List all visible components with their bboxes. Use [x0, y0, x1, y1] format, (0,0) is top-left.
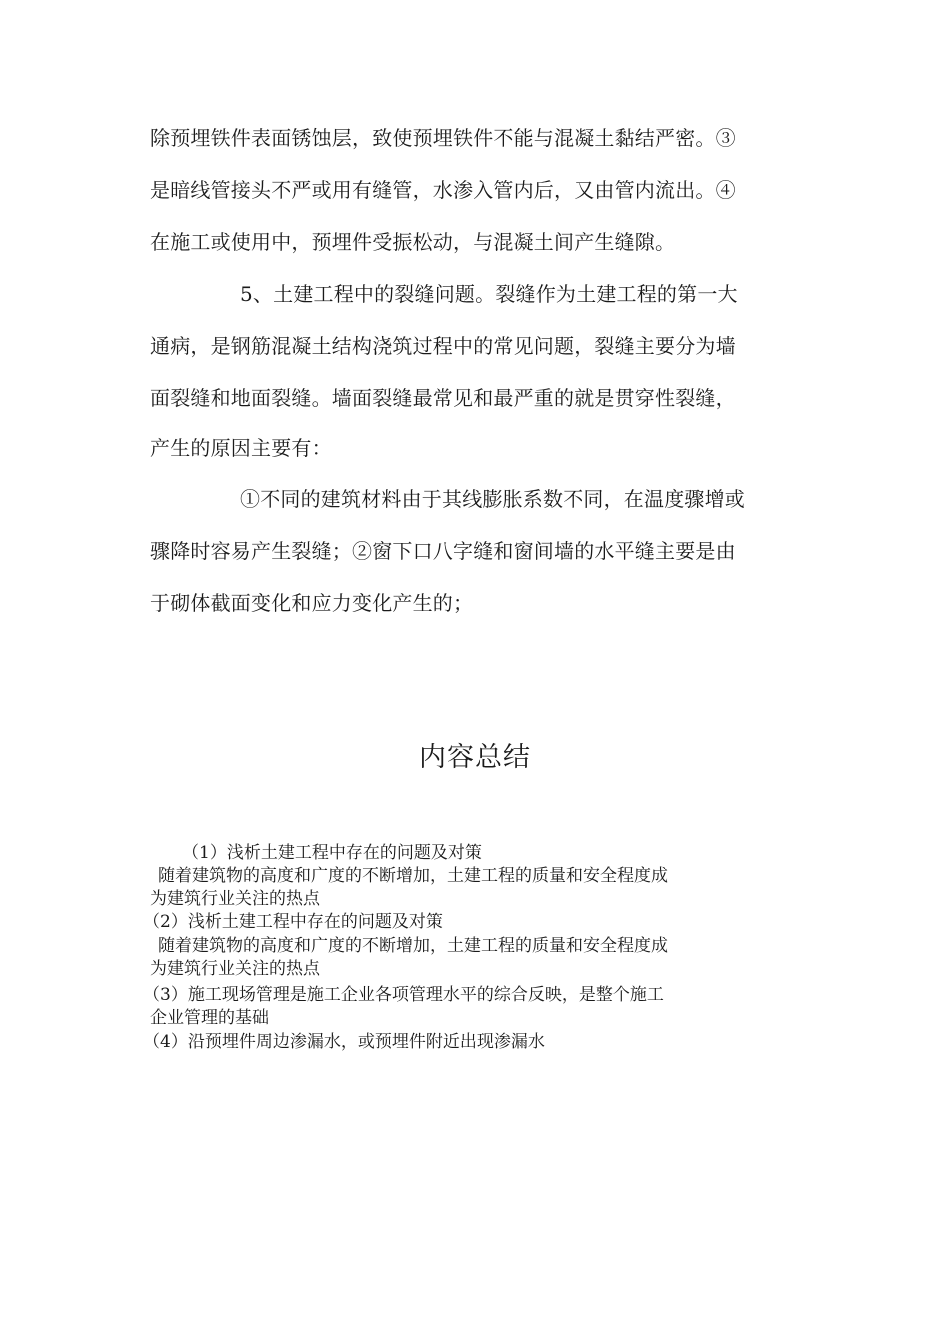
body-text-line: ①不同的建筑材料由于其线膨胀系数不同，在温度骤增或 — [240, 487, 745, 511]
summary-item: 企业管理的基础 — [150, 1008, 269, 1028]
summary-item: 为建筑行业关注的热点 — [150, 889, 320, 909]
body-text-line: 是暗线管接头不严或用有缝管，水渗入管内后，又由管内流出。④ — [150, 178, 736, 202]
section-heading-line: 5、土建工程中的裂缝问题。裂缝作为土建工程的第一大 — [240, 282, 738, 306]
summary-item: （3）施工现场管理是施工企业各项管理水平的综合反映，是整个施工 — [143, 985, 664, 1005]
body-text-line: 产生的原因主要有： — [150, 436, 332, 460]
summary-item: 为建筑行业关注的热点 — [150, 959, 320, 979]
summary-item: 随着建筑物的高度和广度的不断增加，土建工程的质量和安全程度成 — [158, 866, 668, 886]
body-text-line: 面裂缝和地面裂缝。墙面裂缝最常见和最严重的就是贯穿性裂缝， — [150, 386, 736, 410]
summary-title: 内容总结 — [419, 742, 531, 773]
summary-item: （4）沿预埋件周边渗漏水，或预埋件附近出现渗漏水 — [143, 1032, 545, 1052]
body-text-line: 通病，是钢筋混凝土结构浇筑过程中的常见问题，裂缝主要分为墙 — [150, 334, 736, 358]
body-text-line: 于砌体截面变化和应力变化产生的； — [150, 591, 474, 615]
body-text-line: 骤降时容易产生裂缝；②窗下口八字缝和窗间墙的水平缝主要是由 — [150, 539, 736, 563]
summary-item: 随着建筑物的高度和广度的不断增加，土建工程的质量和安全程度成 — [158, 936, 668, 956]
summary-item: （2）浅析土建工程中存在的问题及对策 — [143, 912, 443, 932]
body-text-line: 在施工或使用中，预埋件受振松动，与混凝土间产生缝隙。 — [150, 230, 676, 254]
body-text-line: 除预埋铁件表面锈蚀层，致使预埋铁件不能与混凝土黏结严密。③ — [150, 126, 736, 150]
summary-item: （1）浅析土建工程中存在的问题及对策 — [182, 843, 482, 863]
